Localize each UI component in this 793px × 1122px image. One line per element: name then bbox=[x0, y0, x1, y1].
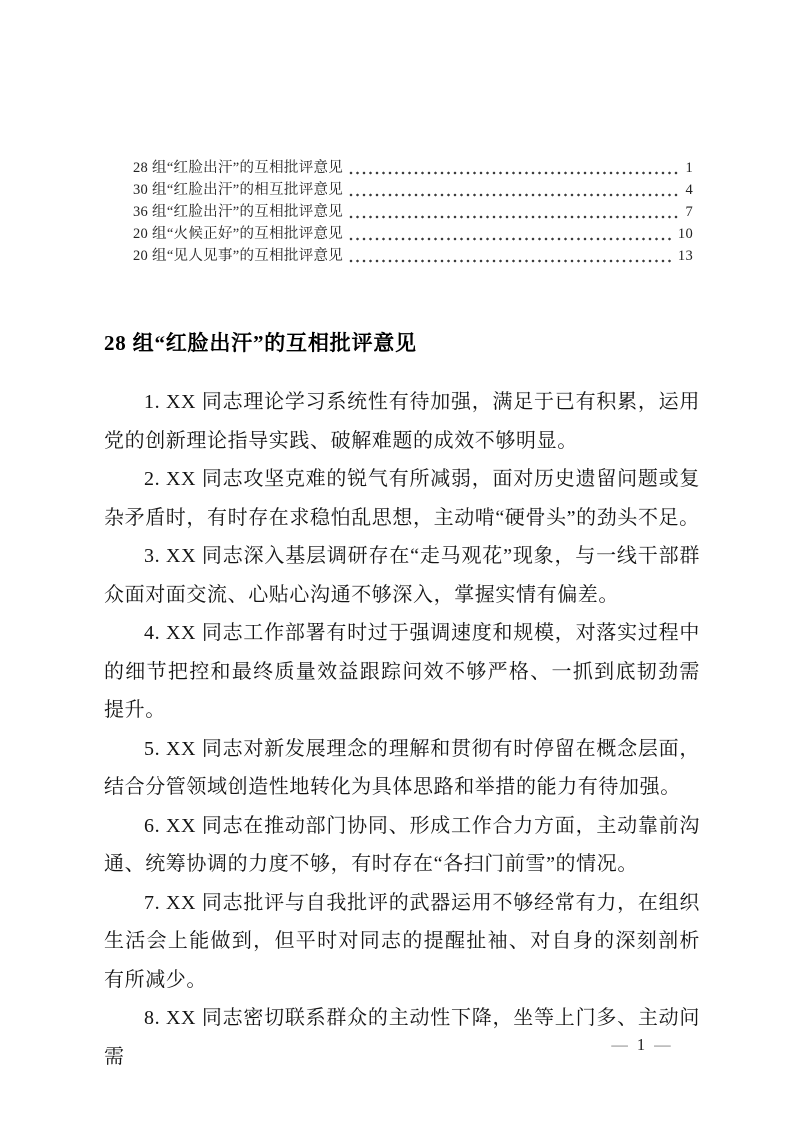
toc-entry-title[interactable]: 30 组“红脸出汗”的相互批评意见 bbox=[133, 182, 344, 198]
body-paragraph: 3. XX 同志深入基层调研存在“走马观花”现象，与一线干部群众面对面交流、心贴心沟通不够深入，掌握实情有偏差。 bbox=[104, 545, 700, 606]
footer-left-dash: — bbox=[611, 1035, 628, 1054]
body-paragraph: 6. XX 同志在推动部门协同、形成工作合力方面，主动靠前沟通、统筹协调的力度不够，有时存在“各扫门前雪”的情况。 bbox=[104, 814, 700, 875]
toc-leader-dots bbox=[348, 245, 672, 267]
toc-entry-title[interactable]: 28 组“红脸出汗”的互相批评意见 bbox=[133, 160, 344, 176]
toc-leader-dots bbox=[348, 179, 679, 201]
toc-entry-page-number[interactable]: 1 bbox=[685, 160, 693, 176]
footer-page-number: 1 bbox=[636, 1035, 646, 1054]
body-paragraph: 5. XX 同志对新发展理念的理解和贯彻有时停留在概念层面，结合分管领域创造性地转化为具体思路和举措的能力有待加强。 bbox=[104, 737, 700, 798]
toc-entry[interactable] bbox=[133, 201, 693, 223]
body-paragraph: 4. XX 同志工作部署有时过于强调速度和规模，对落实过程中的细节把控和最终质量效益跟踪问效不够严格、一抓到底韧劲需提升。 bbox=[104, 622, 700, 721]
toc-entry[interactable] bbox=[133, 223, 693, 245]
toc-entry-page-number[interactable]: 4 bbox=[685, 182, 693, 198]
toc-entry-page-number[interactable]: 13 bbox=[677, 248, 693, 264]
body-paragraph: 7. XX 同志批评与自我批评的武器运用不够经常有力，在组织生活会上能做到，但平时对同志的提醒扯袖、对自身的深刻剖析有所减少。 bbox=[104, 891, 700, 991]
table-of-contents bbox=[133, 157, 693, 267]
toc-entry[interactable] bbox=[133, 179, 693, 201]
toc-entry-title[interactable]: 20 组“见人见事”的互相批评意见 bbox=[133, 248, 344, 264]
page-footer bbox=[601, 1035, 681, 1055]
toc-entry-page-number[interactable]: 7 bbox=[685, 204, 693, 220]
toc-entry[interactable] bbox=[133, 245, 693, 267]
toc-entry-title[interactable]: 36 组“红脸出汗”的互相批评意见 bbox=[133, 204, 344, 220]
toc-entry[interactable] bbox=[133, 157, 693, 179]
footer-right-dash: — bbox=[654, 1035, 671, 1054]
toc-leader-dots bbox=[348, 201, 679, 223]
body-paragraph: 2. XX 同志攻坚克难的锐气有所减弱，面对历史遗留问题或复杂矛盾时，有时存在求稳怕乱思想，主动啃“硬骨头”的劲头不足。 bbox=[104, 468, 700, 529]
toc-entry-title[interactable]: 20 组“火候正好”的互相批评意见 bbox=[133, 226, 344, 242]
toc-leader-dots bbox=[348, 157, 679, 179]
body-paragraph: 1. XX 同志理论学习系统性有待加强，满足于已有积累，运用党的创新理论指导实践、破解难题的成效不够明显。 bbox=[104, 391, 700, 452]
toc-leader-dots bbox=[348, 223, 672, 245]
body-paragraph: 8. XX 同志密切联系群众的主动性下降，坐等上门多、主动问需 bbox=[104, 1007, 700, 1068]
section-heading: 28 组“红脸出汗”的互相批评意见 bbox=[104, 331, 417, 355]
document-body bbox=[104, 383, 700, 1076]
toc-entry-page-number[interactable]: 10 bbox=[677, 226, 693, 242]
